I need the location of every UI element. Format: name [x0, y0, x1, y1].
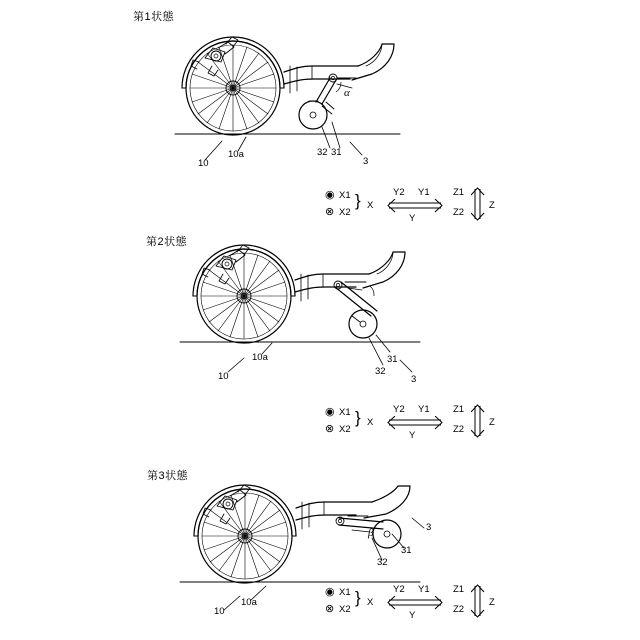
callout-10a: 10a [241, 597, 257, 608]
callout-32: 32 [375, 366, 386, 377]
axis-x-label: X [367, 417, 374, 428]
double-arrow-z-icon [471, 584, 491, 618]
axis-x-label: X [367, 597, 374, 608]
axis-z-label: Z [489, 597, 495, 608]
panel-state-3 [0, 460, 640, 640]
axis-y1-label: Y1 [418, 584, 430, 595]
panel-state-1 [0, 0, 640, 230]
axis-legend-state-1 [325, 188, 525, 236]
callout-10a: 10a [228, 149, 244, 160]
axis-x2-label: X2 [339, 207, 351, 218]
axis-x-label: X [367, 200, 374, 211]
axis-y1-label: Y1 [418, 187, 430, 198]
axis-z2-label: Z2 [453, 604, 465, 615]
circle-cross-icon: ⊗ [325, 206, 335, 218]
callout-10: 10 [214, 606, 225, 617]
axis-x2-label: X2 [339, 604, 351, 615]
double-arrow-y-icon [387, 416, 443, 430]
axis-y-label: Y [409, 213, 416, 224]
circle-dot-icon: ◉ [325, 586, 335, 598]
double-arrow-z-icon [471, 404, 491, 438]
axis-z2-label: Z2 [453, 424, 465, 435]
axis-y2-label: Y2 [393, 584, 405, 595]
axis-x2-label: X2 [339, 424, 351, 435]
callout-3: 3 [411, 374, 417, 385]
axis-legend-state-3 [325, 585, 525, 633]
callout-3: 3 [426, 522, 432, 533]
brace-x: } [355, 191, 361, 210]
circle-cross-icon: ⊗ [325, 603, 335, 615]
double-arrow-y-icon [387, 596, 443, 610]
double-arrow-z-icon [471, 187, 491, 221]
axis-x1-label: X1 [339, 190, 351, 201]
callout-31: 31 [401, 545, 412, 556]
circle-dot-icon: ◉ [325, 189, 335, 201]
state-3-label: 第3状態 [147, 470, 189, 482]
angle-label-beta: β [368, 527, 374, 539]
callout-32: 32 [317, 147, 328, 158]
callout-32: 32 [377, 557, 388, 568]
axis-y1-label: Y1 [418, 404, 430, 415]
axis-z2-label: Z2 [453, 207, 465, 218]
axis-y2-label: Y2 [393, 404, 405, 415]
figure-drawing-state-1 [0, 0, 640, 230]
circle-dot-icon: ◉ [325, 406, 335, 418]
axis-legend-state-2 [325, 405, 525, 453]
callout-31: 31 [387, 354, 398, 365]
axis-y2-label: Y2 [393, 187, 405, 198]
axis-z-label: Z [489, 200, 495, 211]
callout-10: 10 [198, 158, 209, 169]
state-1-label: 第1状態 [133, 11, 175, 23]
brace-x: } [355, 408, 361, 427]
callout-10a: 10a [252, 352, 268, 363]
angle-label-alpha: α [344, 87, 350, 99]
figure-drawing-state-2 [0, 230, 640, 460]
axis-z-label: Z [489, 417, 495, 428]
axis-y-label: Y [409, 430, 416, 441]
callout-3: 3 [363, 156, 369, 167]
callout-31: 31 [331, 147, 342, 158]
state-2-label: 第2状態 [146, 236, 188, 248]
double-arrow-y-icon [387, 199, 443, 213]
brace-x: } [355, 588, 361, 607]
axis-z1-label: Z1 [453, 584, 465, 595]
axis-y-label: Y [409, 610, 416, 621]
axis-x1-label: X1 [339, 407, 351, 418]
figure-drawing-state-3 [0, 460, 640, 640]
axis-x1-label: X1 [339, 587, 351, 598]
callout-10: 10 [218, 371, 229, 382]
axis-z1-label: Z1 [453, 404, 465, 415]
axis-z1-label: Z1 [453, 187, 465, 198]
circle-cross-icon: ⊗ [325, 423, 335, 435]
